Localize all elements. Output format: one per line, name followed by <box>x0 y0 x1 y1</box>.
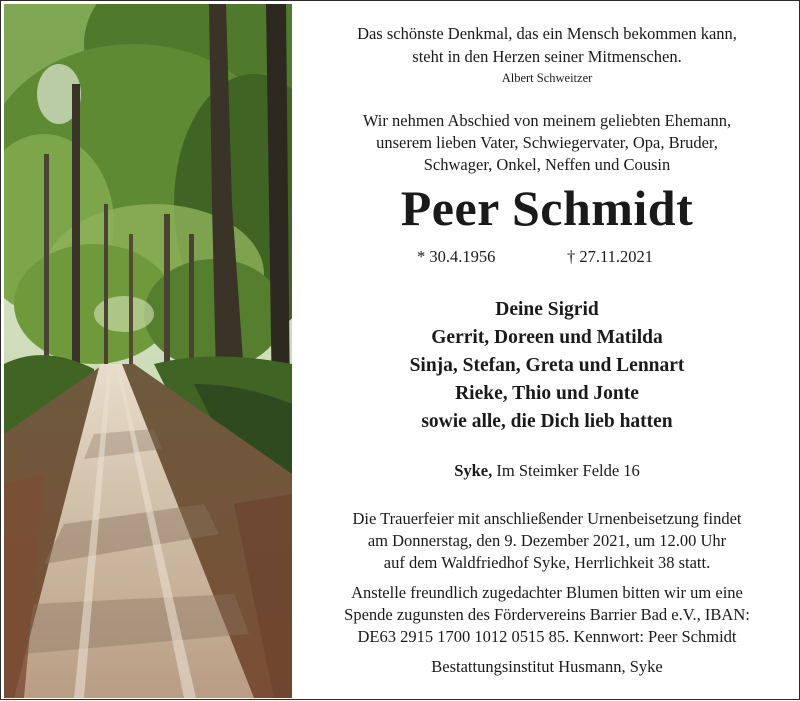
mourner-line-4: Rieke, Thio und Jonte <box>455 383 639 404</box>
intro-line-1: Wir nehmen Abschied von meinem geliebten Ehemann, <box>362 111 732 130</box>
funeral-home: Bestattungsinstitut Husmann, Syke <box>431 657 663 676</box>
intro-line-2: unserem lieben Vater, Schwiegervater, Opa, Bruder, <box>376 133 718 152</box>
intro-line-3: Schwager, Onkel, Neffen und Cousin <box>423 155 671 174</box>
ceremony-line-1: Die Trauerfeier mit anschließender Urnenbeisetzung findet <box>352 509 742 528</box>
mourner-line-2: Gerrit, Doreen und Matilda <box>431 327 663 348</box>
quote-line-2: steht in den Herzen seiner Mitmenschen. <box>412 47 682 66</box>
quote-line-1: Das schönste Denkmal, das ein Mensch bekommen kann, <box>357 24 737 43</box>
address-street: Im Steimker Felde 16 <box>492 461 640 480</box>
life-dates <box>293 247 800 269</box>
birth-date: * 30.4.1956 <box>417 247 496 266</box>
mourner-line-5: sowie alle, die Dich lieb hatten <box>421 411 673 432</box>
obituary-text <box>293 1 800 701</box>
address <box>293 461 800 481</box>
quote-author: Albert Schweitzer <box>501 71 593 85</box>
address-city: Syke, <box>454 461 493 480</box>
ceremony-line-3: auf dem Waldfriedhof Syke, Herrlichkeit 38 statt. <box>383 553 711 572</box>
mourner-line-1: Deine Sigrid <box>495 299 599 320</box>
donation-line-2: Spende zugunsten des Fördervereins Barrier Bad e.V., IBAN: <box>344 605 750 624</box>
deceased-name: Peer Schmidt <box>400 180 694 236</box>
forest-path-image <box>4 4 292 698</box>
forest-path-photo <box>4 4 292 698</box>
donation-line-1: Anstelle freundlich zugedachter Blumen bitten wir um eine <box>351 583 743 602</box>
death-date: † 27.11.2021 <box>567 247 654 266</box>
mourner-line-3: Sinja, Stefan, Greta und Lennart <box>409 355 685 376</box>
donation-line-3: DE63 2915 1700 1012 0515 85. Kennwort: Peer Schmidt <box>357 627 737 646</box>
ceremony-line-2: am Donnerstag, den 9. Dezember 2021, um 12.00 Uhr <box>367 531 727 550</box>
